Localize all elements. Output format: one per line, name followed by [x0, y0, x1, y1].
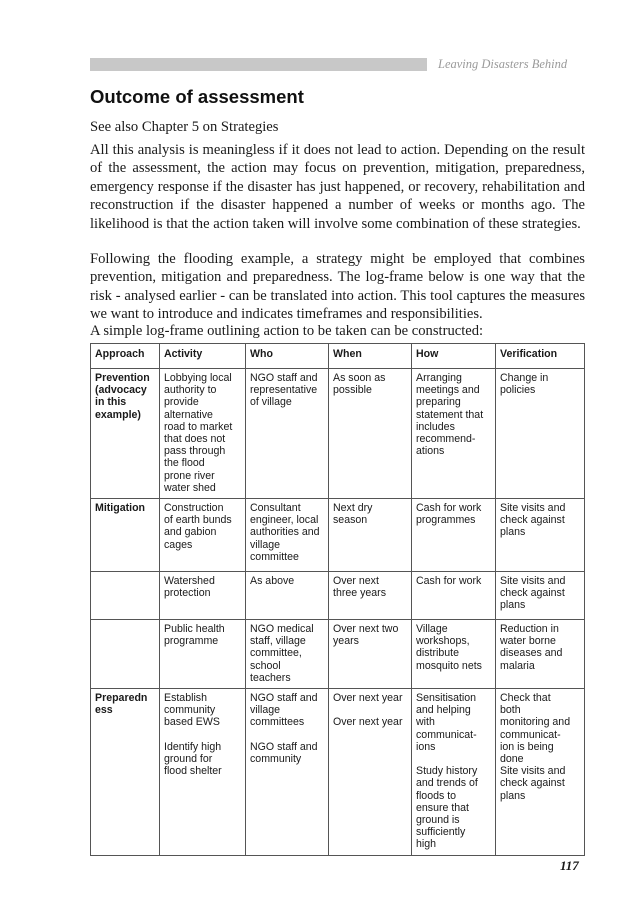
cell-verification: Site visits and check against plans	[496, 572, 585, 620]
header-how: How	[412, 344, 496, 369]
cell-how: Cash for work	[412, 572, 496, 620]
header-who: Who	[246, 344, 329, 369]
cell-activity: Watershed protection	[160, 572, 246, 620]
cell-when: As soon as possible	[329, 369, 412, 499]
cell-activity: Establish community based EWS Identify high ground for flood shelter	[160, 689, 246, 856]
table-row	[91, 620, 585, 689]
page-number: 117	[560, 858, 579, 873]
table-header-row	[91, 344, 585, 369]
header-when: When	[329, 344, 412, 369]
running-head: Leaving Disasters Behind	[438, 57, 568, 71]
cell-who: Consultant engineer, local authorities and village committee	[246, 499, 329, 572]
cell-how: Sensitisation and helping with communicat- ions Study history and trends of floods to ensure that ground is sufficiently high	[412, 689, 496, 856]
table-row	[91, 689, 585, 856]
cell-approach	[91, 572, 160, 620]
cell-how: Arranging meetings and preparing statement that includes recommend- ations	[412, 369, 496, 499]
cell-approach: Prevention (advocacy in this example)	[91, 369, 160, 499]
cell-who: As above	[246, 572, 329, 620]
paragraph-flooding-example: Following the flooding example, a strategy might be employed that combines prevention, mitigation and preparedness. The log-frame below is one way that the risk - analysed earlier - can be translated into action. This tool captures the measures we want to introduce and indicates timeframes and responsibilities.	[90, 251, 585, 323]
table-row	[91, 499, 585, 572]
logframe-table	[90, 343, 585, 856]
section-heading: Outcome of assessment	[90, 86, 304, 107]
header-approach: Approach	[91, 344, 160, 369]
cell-how: Village workshops, distribute mosquito nets	[412, 620, 496, 689]
cell-verification: Check that both monitoring and communicat- ion is being done Site visits and check against plans	[496, 689, 585, 856]
see-also-note: See also Chapter 5 on Strategies	[90, 119, 279, 135]
paragraph-analysis: All this analysis is meaningless if it does not lead to action. Depending on the result of the assessment, the action may focus on prevention, mitigation, preparedness, emergency response if the disaster has just happened, or recovery, rehabilitation and reconstruction if the disaster happened a number of weeks or months ago. The likelihood is that the action taken will involve some combination of these strategies.	[90, 142, 585, 232]
cell-verification: Change in policies	[496, 369, 585, 499]
cell-who: NGO staff and representative of village	[246, 369, 329, 499]
cell-how: Cash for work programmes	[412, 499, 496, 572]
cell-activity: Lobbying local authority to provide alternative road to market that does not pass through the flood prone river water shed	[160, 369, 246, 499]
table-row	[91, 572, 585, 620]
cell-approach: Preparedn ess	[91, 689, 160, 856]
cell-who: NGO medical staff, village committee, school teachers	[246, 620, 329, 689]
cell-approach	[91, 620, 160, 689]
cell-when: Over next year Over next year	[329, 689, 412, 856]
cell-activity: Public health programme	[160, 620, 246, 689]
cell-verification: Site visits and check against plans	[496, 499, 585, 572]
cell-who: NGO staff and village committees NGO staff and community	[246, 689, 329, 856]
running-head-bar	[90, 58, 427, 71]
cell-approach: Mitigation	[91, 499, 160, 572]
table-row	[91, 369, 585, 499]
header-activity: Activity	[160, 344, 246, 369]
cell-when: Next dry season	[329, 499, 412, 572]
cell-when: Over next two years	[329, 620, 412, 689]
paragraph-logframe-intro: A simple log-frame outlining action to be taken can be constructed:	[90, 323, 484, 339]
cell-when: Over next three years	[329, 572, 412, 620]
header-verification: Verification	[496, 344, 585, 369]
cell-activity: Construction of earth bunds and gabion cages	[160, 499, 246, 572]
cell-verification: Reduction in water borne diseases and malaria	[496, 620, 585, 689]
